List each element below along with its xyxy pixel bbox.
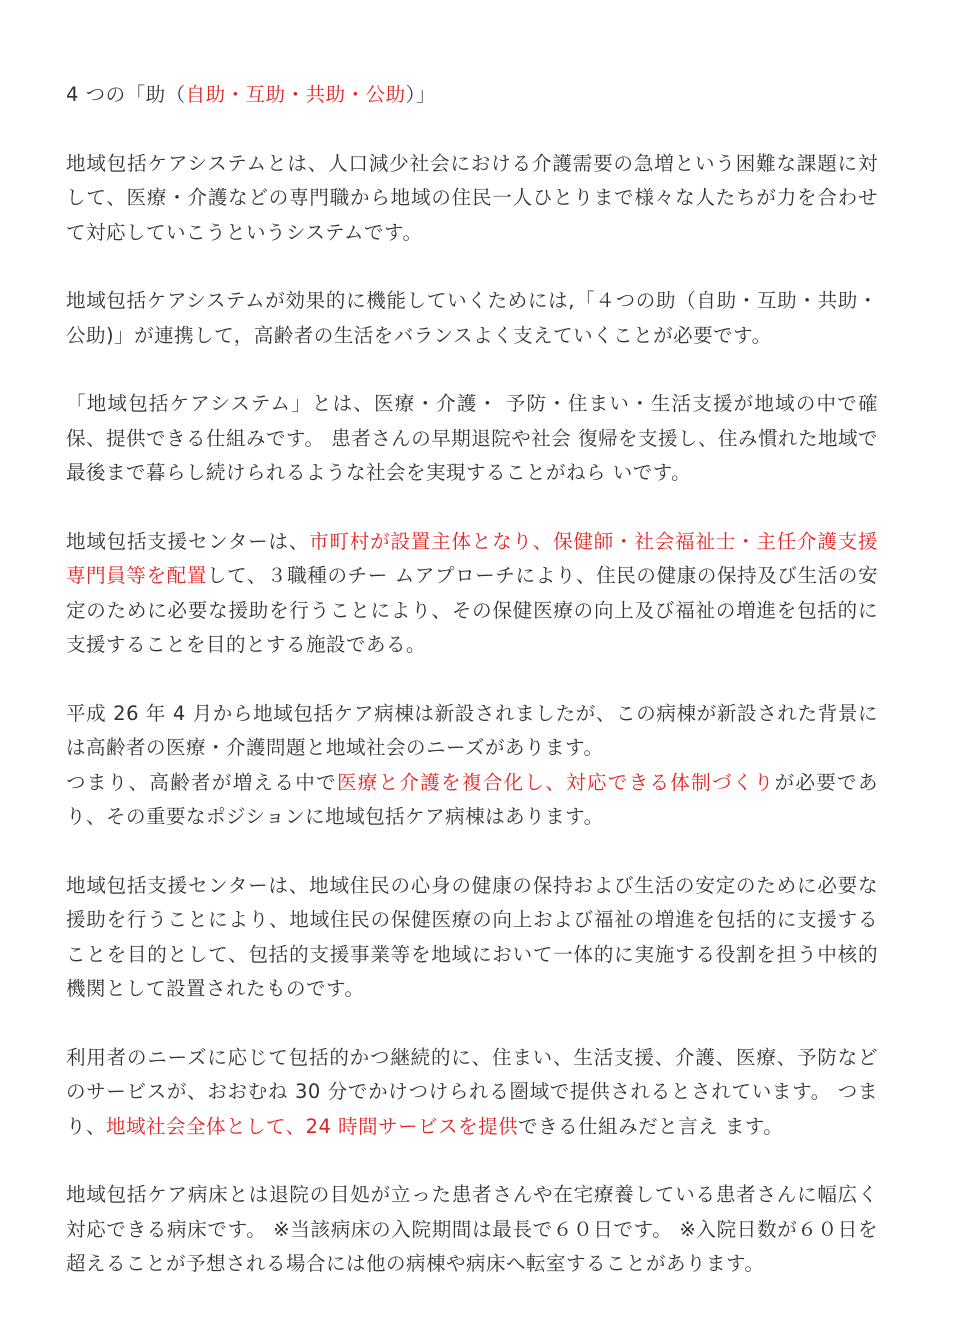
- paragraph: [66, 1041, 878, 1145]
- paragraph-gap: [66, 1007, 878, 1041]
- paragraph-gap: [66, 250, 878, 284]
- paragraph: [66, 147, 878, 251]
- body-text: 地域包括ケア病床とは退院の目処が立った患者さんや在宅療養している患者さんに幅広く対応できる病床です。 ※当該病床の入院期間は最長で６０日です。 ※入院日数が６０日を超えることが予想される場合には他の病棟や病床へ転室することがあります。: [66, 1183, 878, 1275]
- paragraph-gap: [66, 663, 878, 697]
- paragraph: [66, 525, 878, 663]
- body-text: が必要であり、その重要なポジションに地域包括ケア病棟はあります。: [66, 770, 878, 828]
- page-heading: [66, 78, 878, 113]
- highlight-text: 市町村が設置主体となり、保健師・社会福祉士・主任介護支援専門員等を配置: [66, 529, 878, 587]
- paragraph: [66, 387, 878, 491]
- paragraph: [66, 869, 878, 1007]
- body-text: できる仕組みだと言え ます。: [518, 1114, 784, 1138]
- body-text: 「地域包括ケアシステム」とは、医療・介護・ 予防・住まい・生活支援が地域の中で確保、提供できる仕組みです。 患者さんの早期退院や社会 復帰を支援し、住み慣れた地域で最後まで暮らし続けられるような社会を実現することがねら いです。: [66, 392, 878, 484]
- body-text: 平成 26 年 4 月から地域包括ケア病棟は新設されましたが、この病棟が新設された背景には高齢者の医療・介護問題と地域社会のニーズがあります。: [66, 701, 878, 759]
- body-text: して、３職種のチー ムアプローチにより、住民の健康の保持及び生活の安定のために必要な援助を行うことにより、その保健医療の向上及び福祉の増進を包括的に支援することを目的とする施設である。: [66, 564, 878, 656]
- highlight-text: 医療と介護を複合化し、対応できる体制づくり: [336, 770, 775, 794]
- heading-suffix: ）」: [405, 83, 436, 106]
- paragraph: [66, 697, 878, 835]
- body-text: 地域包括ケアシステムが効果的に機能していくためには,「４つの助（自助・互助・共助・公助)」が連携して，高齢者の生活をバランスよく支えていくことが必要です。: [66, 289, 878, 347]
- heading-highlight: 自助・互助・共助・公助: [185, 83, 406, 106]
- body-text: 地域包括ケアシステムとは、人口減少社会における介護需要の急増という困難な課題に対して、医療・介護などの専門職から地域の住民一人ひとりまで様々な人たちが力を合わせて対応していこうというシステムです。: [66, 151, 878, 244]
- body-text: つまり、高齢者が増える中で: [66, 770, 337, 794]
- paragraph: [66, 1178, 878, 1282]
- paragraph-list: [66, 147, 878, 1282]
- paragraph-gap: [66, 353, 878, 387]
- paragraph: [66, 284, 878, 353]
- paragraph-gap: [66, 491, 878, 525]
- body-text: 利用者のニーズに応じて包括的かつ継続的に、住まい、生活支援、介護、医療、予防などのサービスが、おおむね 30 分でかけつけられる圏域で提供されるとされています。 つまり、: [66, 1045, 878, 1138]
- paragraph-gap: [66, 835, 878, 869]
- body-text: 地域包括支援センターは、地域住民の心身の健康の保持および生活の安定のために必要な援助を行うことにより、地域住民の保健医療の向上および福祉の増進を包括的に支援することを目的として、包括的支援事業等を地域において一体的に実施する役割を担う中核的機関として設置されたものです。: [66, 873, 878, 1000]
- highlight-text: 地域社会全体として、24 時間サービスを提供: [106, 1114, 519, 1138]
- paragraph-gap: [66, 1144, 878, 1178]
- body-text: 地域包括支援センターは、: [66, 529, 310, 553]
- heading-prefix: 4 つの「助（: [66, 83, 186, 106]
- document-body: [66, 78, 878, 1282]
